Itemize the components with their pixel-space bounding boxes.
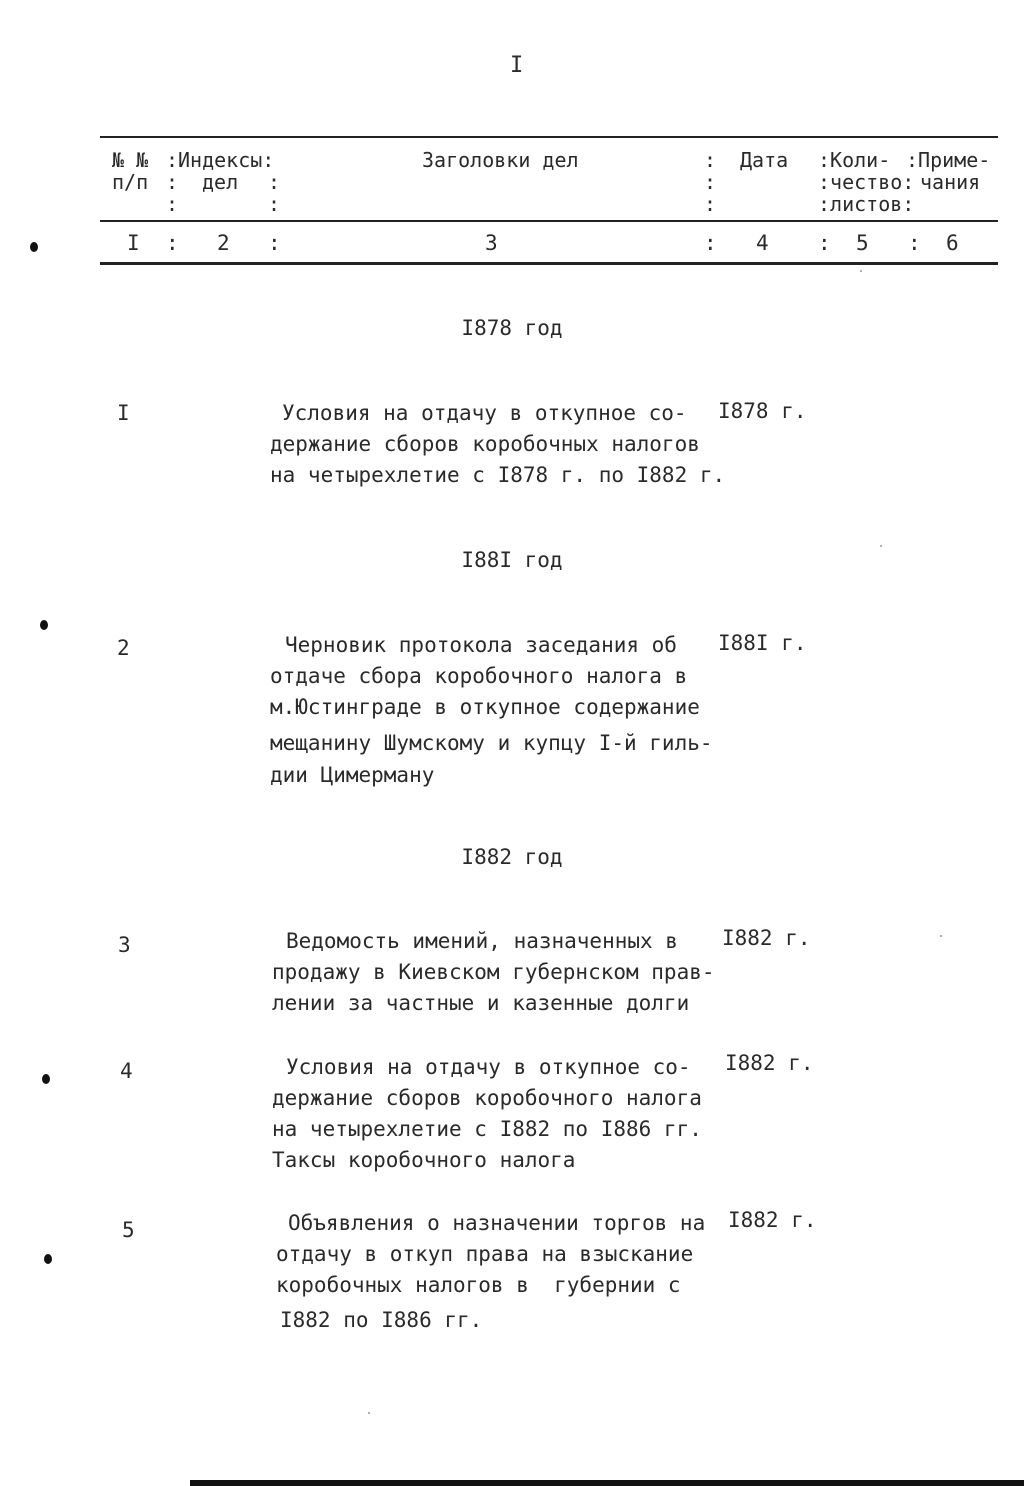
binder-hole-dot xyxy=(30,242,38,252)
col-number-label-1: № № xyxy=(112,148,149,172)
binder-hole-dot xyxy=(40,620,48,630)
colnum-sep-1: : xyxy=(166,231,179,255)
col-sheets-text-2: чество xyxy=(830,170,903,194)
col-index-label-2: дел xyxy=(202,170,239,194)
sep1-c: : xyxy=(166,192,179,216)
scan-speck xyxy=(940,935,942,937)
entry-line: м.Юстинграде в откупное содержание xyxy=(270,695,700,719)
sep3-b: : xyxy=(704,170,717,194)
entry-number: 4 xyxy=(120,1059,133,1083)
colnum-sep-4: : xyxy=(818,231,831,255)
sep1-b: : xyxy=(166,170,179,194)
entry-line: на четырехлетие с I878 г. по I882 г. xyxy=(270,463,726,487)
header-mid-rule xyxy=(100,220,998,222)
col-sheets-label-1: :Коли- xyxy=(818,148,891,172)
sep3-a: : xyxy=(704,148,717,172)
entry-line: дии Цимерману xyxy=(270,763,435,787)
entry-line: коробочных налогов в губернии с xyxy=(276,1273,681,1297)
colnum-sep-5: : xyxy=(908,231,921,255)
year-heading-1881: I88I год xyxy=(461,548,563,572)
sep3-c: : xyxy=(704,192,717,216)
entry-number: I xyxy=(117,401,130,425)
entry-line: Черновик протокола заседания об xyxy=(285,633,677,657)
binder-hole-dot xyxy=(44,1254,52,1264)
colnum-sep-2: : xyxy=(268,231,281,255)
entry-date: I882 г. xyxy=(722,926,811,950)
entry-line: Условия на отдачу в откупное со- xyxy=(282,401,687,425)
entry-line: Условия на отдачу в откупное со- xyxy=(286,1055,691,1079)
colnum-6: 6 xyxy=(946,231,959,255)
scan-speck xyxy=(368,1412,370,1414)
year-heading-1882: I882 год xyxy=(461,845,563,869)
colnum-4: 4 xyxy=(756,231,769,255)
entry-line: I882 по I886 гг. xyxy=(280,1308,483,1332)
entry-line: Объявления о назначении торгов на xyxy=(288,1211,706,1235)
col-index-label-1: Индексы: xyxy=(178,148,275,172)
col-titles-label: Заголовки дел xyxy=(422,148,579,172)
col-sheets-text-1: Коли- xyxy=(830,148,891,172)
col-sheets-label-3: :листов: xyxy=(818,192,915,216)
entry-number: 3 xyxy=(118,933,131,957)
col-notes-text-1: Приме- xyxy=(918,148,991,172)
entry-date: I882 г. xyxy=(725,1051,814,1075)
scan-speck xyxy=(880,545,882,547)
col-number-label-2: п/п xyxy=(112,170,149,194)
entry-line: лении за частные и казенные долги xyxy=(272,991,690,1015)
col-sheets-text-3: листов xyxy=(830,192,903,216)
header-top-rule xyxy=(100,136,998,138)
header-bottom-rule xyxy=(100,262,998,265)
entry-line: продажу в Киевском губернском прав- xyxy=(272,960,715,984)
year-heading-1878: I878 год xyxy=(461,316,563,340)
scan-bottom-edge xyxy=(190,1480,1024,1486)
entry-number: 5 xyxy=(122,1218,135,1242)
entry-line: отдачу в откуп права на взыскание xyxy=(276,1242,694,1266)
col-date-label: Дата xyxy=(740,148,789,172)
col-notes-label-2: чания xyxy=(920,170,981,194)
colnum-2: 2 xyxy=(217,231,230,255)
sep2-b: : xyxy=(268,170,281,194)
sep2-c: : xyxy=(268,192,281,216)
binder-hole-dot xyxy=(42,1074,50,1084)
col-index-text-1: Индексы xyxy=(178,148,263,172)
scan-speck xyxy=(860,270,862,272)
colnum-1: I xyxy=(127,231,140,255)
col-notes-label-1: :Приме- xyxy=(906,148,991,172)
entry-date: I882 г. xyxy=(728,1208,817,1232)
colnum-5: 5 xyxy=(856,231,869,255)
entry-line: держание сборов коробочных налогов xyxy=(270,432,700,456)
entry-line: на четырехлетие с I882 по I886 гг. xyxy=(272,1117,702,1141)
entry-date: I88I г. xyxy=(718,631,807,655)
entry-number: 2 xyxy=(117,636,130,660)
entry-line: отдаче сбора коробочного налога в xyxy=(270,664,688,688)
col-sheets-label-2: :чество: xyxy=(818,170,915,194)
entry-line: держание сборов коробочного налога xyxy=(272,1086,702,1110)
entry-line: Ведомость имений, назначенных в xyxy=(286,929,678,953)
colnum-3: 3 xyxy=(485,231,498,255)
sep1-a: : xyxy=(166,148,179,172)
entry-line: Таксы коробочного налога xyxy=(272,1148,576,1172)
entry-date: I878 г. xyxy=(718,399,807,423)
colnum-sep-3: : xyxy=(704,231,717,255)
entry-line: мещанину Шумскому и купцу I-й гиль- xyxy=(270,731,713,755)
page-number: I xyxy=(510,53,524,78)
